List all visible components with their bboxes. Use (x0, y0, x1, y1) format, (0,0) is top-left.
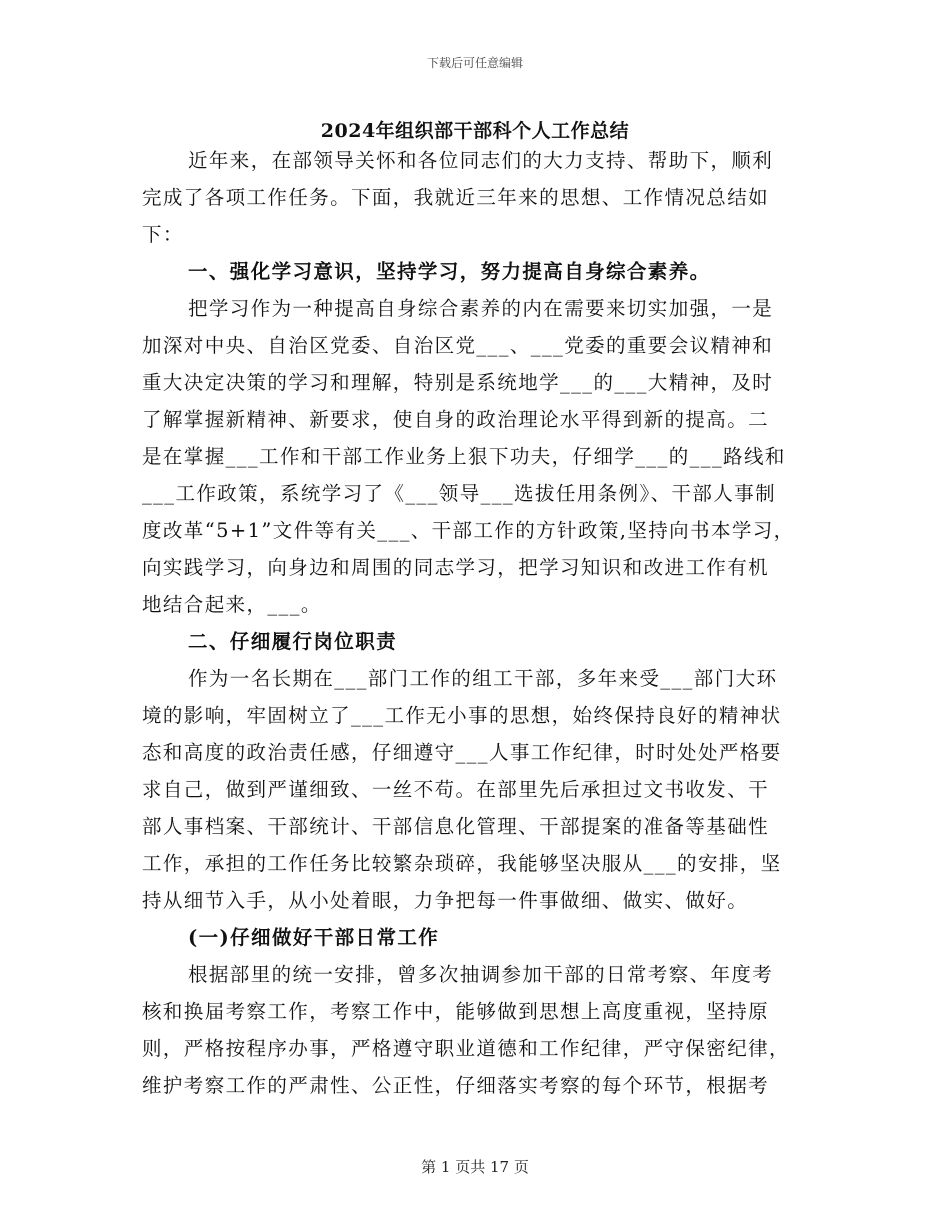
paragraph-line: 把学习作为一种提高自身综合素养的内在需要来切实加强，一是 (188, 297, 774, 320)
paragraph-line: 作为一名长期在___部门工作的组工干部，多年来受___部门大环 (188, 667, 778, 690)
document-title: 2024年组织部干部科个人工作总结 (320, 120, 630, 142)
subsection-heading: (一)仔细做好干部日常工作 (188, 926, 440, 949)
paragraph-line: 境的影响，牢固树立了___工作无小事的思想，始终保持良好的精神状 (142, 704, 782, 727)
paragraph-line: 核和换届考察工作，考察工作中，能够做到思想上高度重视，坚持原 (142, 1000, 770, 1023)
paragraph-line: 下： (142, 223, 184, 246)
paragraph-line: 重大决定决策的学习和理解，特别是系统地学___的___大精神，及时 (142, 371, 774, 394)
section-heading: 一、强化学习意识，坚持学习，努力提高自身综合素养。 (188, 260, 711, 283)
paragraph-line: 了解掌握新精神、新要求，使自身的政治理论水平得到新的提高。二 (142, 408, 770, 431)
download-note: 下载后可任意编辑 (426, 56, 523, 70)
paragraph-line: 根据部里的统一安排，曾多次抽调参加干部的日常考察、年度考 (188, 963, 774, 986)
paragraph-line: 加深对中央、自治区党委、自治区党___、___党委的重要会议精神和 (142, 334, 774, 357)
paragraph-line: 部人事档案、干部统计、干部信息化管理、干部提案的准备等基础性 (142, 815, 770, 838)
paragraph-line: 近年来，在部领导关怀和各位同志们的大力支持、帮助下，顺利 (188, 149, 774, 172)
paragraph-line: 地结合起来，___。 (142, 593, 322, 616)
paragraph-line: 态和高度的政治责任感，仔细遵守___人事工作纪律，时时处处严格要 (142, 741, 782, 764)
paragraph-line: 是在掌握___工作和干部工作业务上狠下功夫，仔细学___的___路线和 (142, 445, 786, 468)
paragraph-line: 度改革“5+1”文件等有关___、干部工作的方针政策,坚持向书本学习， (142, 519, 795, 542)
paragraph-line: 持从细节入手，从小处着眼，力争把每一件事做细、做实、做好。 (142, 889, 749, 912)
paragraph-line: ___工作政策，系统学习了《___领导___选拔任用条例》、干部人事制 (142, 482, 777, 505)
paragraph-line: 工作，承担的工作任务比较繁杂琐碎，我能够坚决服从___的安排，坚 (142, 852, 782, 875)
paragraph-line: 完成了各项工作任务。下面，我就近三年来的思想、工作情况总结如 (142, 186, 770, 209)
page-number-footer: 第 1 页共 17 页 (421, 1158, 529, 1176)
section-heading: 二、仔细履行岗位职责 (188, 630, 398, 653)
paragraph-line: 求自己，做到严谨细致、一丝不苟。在部里先后承担过文书收发、干 (142, 778, 770, 801)
paragraph-line: 维护考察工作的严肃性、公正性，仔细落实考察的每个环节，根据考 (142, 1074, 770, 1097)
paragraph-line: 向实践学习，向身边和周围的同志学习，把学习知识和改进工作有机 (142, 556, 770, 579)
paragraph-line: 则，严格按程序办事，严格遵守职业道德和工作纪律，严守保密纪律， (142, 1037, 790, 1060)
